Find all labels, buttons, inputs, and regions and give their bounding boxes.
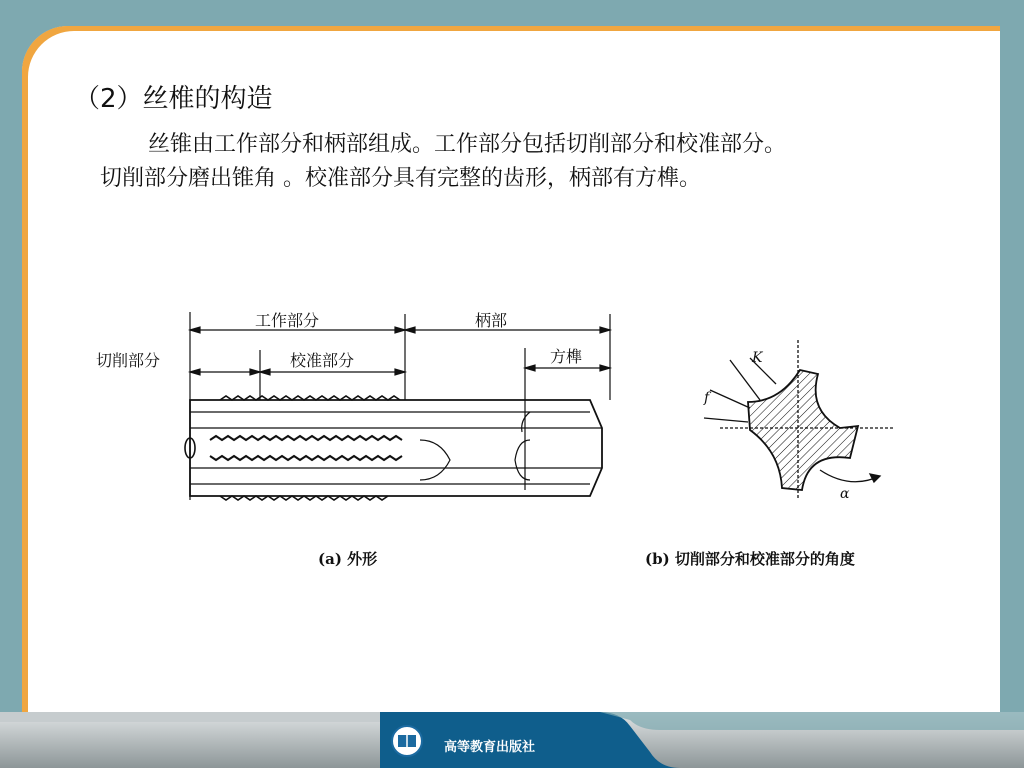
paragraph-line-2: 切削部分磨出锥角 。校准部分具有完整的齿形，柄部有方榫。 [100, 166, 701, 191]
figure-a-tap-outline [90, 300, 630, 520]
body-paragraph [100, 128, 980, 196]
label-alpha: α [840, 486, 850, 502]
label-square-tenon: 方榫 [550, 347, 583, 366]
section-heading: （2）丝椎的构造 [74, 84, 273, 114]
publisher-logo-icon [390, 724, 424, 758]
paragraph-line-1: 丝锥由工作部分和柄部组成。工作部分包括切削部分和校准部分。 [148, 132, 787, 157]
label-shank: 柄部 [475, 311, 508, 330]
publisher-name: 高等教育出版社 [444, 740, 536, 755]
label-cutting-part: 切削部分 [96, 351, 161, 370]
label-f: f [704, 390, 710, 406]
figure-a-caption: (a) 外形 [318, 550, 378, 568]
figure-b-caption: (b) 切削部分和校准部分的角度 [645, 550, 855, 568]
label-k: K [752, 350, 763, 366]
label-work-part: 工作部分 [255, 311, 320, 330]
figure-b-cross-section [690, 340, 900, 510]
label-calibration-part: 校准部分 [290, 351, 355, 370]
